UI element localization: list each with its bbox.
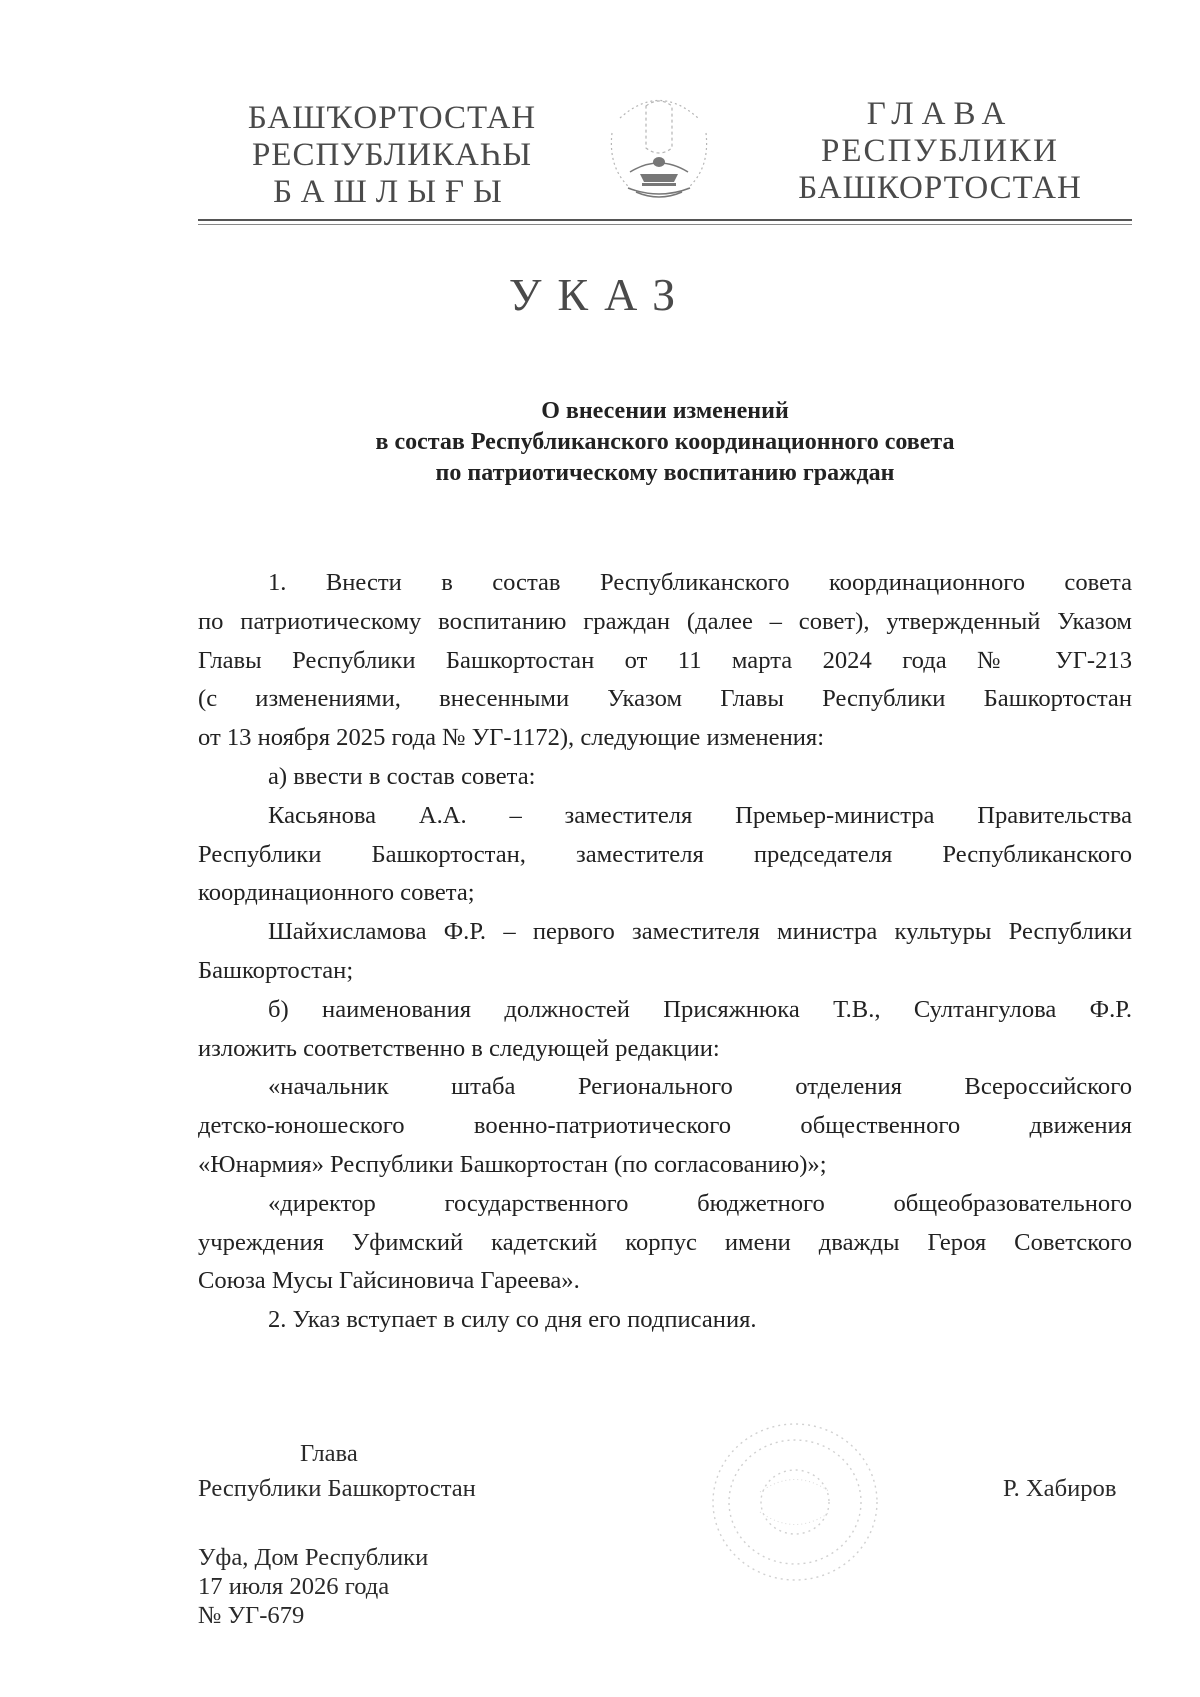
paragraph-2: а) ввести в состав совета: [268, 762, 536, 790]
p5-line-2: изложить соответственно в следующей редакции: [198, 1034, 720, 1062]
p4-line-2: Башкортостан; [198, 956, 354, 984]
p5-line-1: б) наименования должностей Присяжнюка Т.В., Султангулова Ф.Р. [268, 995, 1132, 1023]
paragraph-8: 2. Указ вступает в силу со дня его подписания. [268, 1306, 757, 1334]
p3-line-2: Республики Башкортостан, заместителя председателя Республиканского [198, 840, 1132, 868]
signatory-title-line-1: Глава [300, 1440, 358, 1467]
p7-line-3: Союза Мусы Гайсиновича Гареева». [198, 1267, 580, 1295]
subject-line-1: О внесении изменений [541, 398, 789, 424]
issue-details [198, 1543, 428, 1630]
issue-place: Уфа, Дом Республики [198, 1544, 429, 1571]
decree-body [198, 564, 1132, 1340]
header-left-line-2: РЕСПУБЛИКАҺЫ [251, 137, 533, 173]
decree-subject [200, 396, 1130, 489]
issue-date: 17 июля 2026 года [198, 1573, 390, 1600]
coat-of-arms-icon [600, 88, 718, 213]
paragraph-6 [198, 1068, 1132, 1184]
paragraph-3 [198, 797, 1132, 913]
p1-line-4: (с изменениями, внесенными Указом Главы Республики Башкортостан [198, 685, 1132, 713]
p6-line-1: «начальник штаба Регионального отделения Всероссийского [268, 1073, 1132, 1101]
p3-line-1: Касьянова А.А. – заместителя Премьер-министра Правительства [268, 801, 1132, 829]
signatory-title-line-2: Республики Башкортостан [198, 1475, 476, 1502]
paragraph-5 [198, 991, 1132, 1069]
header-left-line-3: БАШЛЫҒЫ [273, 174, 511, 210]
paragraph-4 [198, 913, 1132, 991]
p1-line-1: 1. Внести в состав Республиканского координационного совета [268, 569, 1132, 596]
p1-line-5: от 13 ноября 2025 года № УГ-1172), следующие изменения: [198, 724, 825, 752]
header-right-line-1: ГЛАВА [866, 96, 1014, 132]
p3-line-3: координационного совета; [198, 879, 475, 907]
paragraph-1 [198, 564, 1132, 758]
p7-line-2: учреждения Уфимский кадетский корпус имени дважды Героя Советского [198, 1228, 1132, 1256]
p6-line-3: «Юнармия» Республики Башкортостан (по согласованию)»; [198, 1150, 827, 1178]
subject-line-2: в состав Республиканского координационного совета [375, 429, 955, 455]
document-title: УКАЗ [508, 269, 692, 320]
header-divider [198, 219, 1132, 221]
header-right-line-2: РЕСПУБЛИКИ [821, 133, 1059, 169]
subject-line-3: по патриотическому воспитанию граждан [435, 460, 895, 486]
decree-number: № УГ-679 [198, 1602, 305, 1629]
p1-line-2: по патриотическому воспитанию граждан (далее – совет), утвержденный Указом [198, 607, 1132, 635]
p7-line-1: «директор государственного бюджетного общеобразовательного [268, 1189, 1132, 1217]
header-right-block [790, 96, 1090, 207]
official-seal-icon [700, 1412, 890, 1592]
paragraph-7 [198, 1185, 1132, 1301]
header-divider-thin [198, 224, 1132, 225]
signatory-name: Р. Хабиров [1003, 1475, 1117, 1502]
p6-line-2: детско-юношеского военно-патриотического общественного движения [198, 1112, 1132, 1140]
header-left-line-1: БАШҠОРТОСТАН [247, 100, 537, 136]
p4-line-1: Шайхисламова Ф.Р. – первого заместителя министра культуры Республики [268, 918, 1132, 946]
header-left-block [242, 100, 542, 211]
p1-line-3: Главы Республики Башкортостан от 11 марта 2024 года № УГ-213 [198, 646, 1132, 674]
header-right-line-3: БАШКОРТОСТАН [798, 170, 1082, 206]
